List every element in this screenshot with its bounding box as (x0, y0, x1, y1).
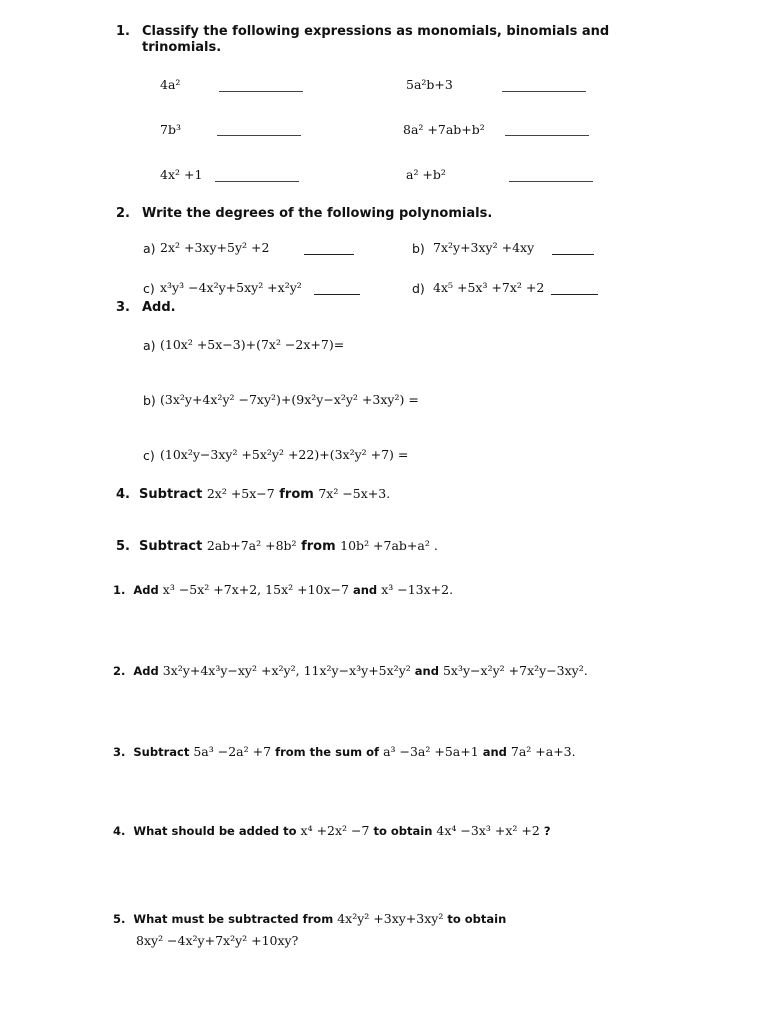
answer-blank-1c[interactable] (217, 135, 301, 136)
answer-blank-2b[interactable] (552, 254, 594, 255)
s2-question-2 (113, 663, 588, 678)
q2d-label: d) (412, 281, 425, 296)
question-4 (116, 486, 390, 502)
question-4-pre: Subtract (139, 487, 203, 502)
q3a-label: a) (143, 338, 156, 353)
s2-question-1 (113, 582, 453, 597)
s2-question-3-expr1: 5a³ −2a² +7 (193, 744, 272, 759)
question-4-expr1: 2x² +5x−7 (206, 486, 275, 501)
s2-question-2-pre: Add (133, 664, 159, 678)
answer-blank-1b[interactable] (502, 91, 586, 92)
s2-question-5-expr1: 4x²y² +3xy+3xy² (337, 911, 444, 926)
answer-blank-2d[interactable] (551, 294, 598, 295)
expr-1b: 5a²b+3 (406, 77, 453, 92)
expr-1d: 8a² +7ab+b² (403, 122, 485, 137)
question-4-mid: from (279, 487, 314, 502)
q2c-label: c) (143, 281, 155, 296)
s2-question-2-expr2: 11x²y−x³y+5x²y² (303, 663, 411, 678)
s2-question-3 (113, 744, 576, 759)
expr-1c: 7b³ (160, 122, 181, 137)
q3c-label: c) (143, 448, 155, 463)
question-5-mid: from (301, 539, 336, 554)
q3a-expr: (10x² +5x−3)+(7x² −2x+7)= (160, 337, 345, 352)
q2c-expr: x³y³ −4x²y+5xy² +x²y² (160, 280, 302, 295)
question-2-text: Write the degrees of the following polynomials. (142, 206, 493, 221)
question-1-text-line2: trinomials. (142, 40, 222, 55)
question-1-number: 1. (116, 24, 130, 39)
q3b-label: b) (143, 393, 156, 408)
question-4-expr2: 7x² −5x+3. (318, 486, 391, 501)
q2a-label: a) (143, 241, 156, 256)
question-5-pre: Subtract (139, 539, 203, 554)
question-5-number: 5. (116, 539, 130, 554)
q2b-label: b) (412, 241, 425, 256)
question-3-number: 3. (116, 300, 130, 315)
question-5-expr1: 2ab+7a² +8b² (206, 538, 297, 553)
answer-blank-2a[interactable] (304, 254, 354, 255)
q3b-expr: (3x²y+4x²y² −7xy²)+(9x²y−x²y² +3xy²) = (160, 392, 419, 407)
s2-question-4-expr2: 4x⁴ −3x³ +x² +2 (436, 823, 540, 838)
s2-question-4-expr1: x⁴ +2x² −7 (300, 823, 370, 838)
s2-question-1-expr2: 15x² +10x−7 (265, 582, 349, 597)
s2-question-4-mid: to obtain (373, 824, 433, 838)
q3c-expr: (10x²y−3xy² +5x²y² +22)+(3x²y² +7) = (160, 447, 409, 462)
s2-question-4-pre: What should be added to (133, 824, 297, 838)
s2-question-3-mid: from the sum of (275, 745, 380, 759)
answer-blank-1d[interactable] (505, 135, 589, 136)
s2-question-4-number: 4. (113, 824, 126, 838)
expr-1e: 4x² +1 (160, 167, 203, 182)
answer-blank-1e[interactable] (215, 181, 299, 182)
question-1-text: Classify the following expressions as monomials, binomials and (142, 24, 610, 39)
s2-question-5-number: 5. (113, 912, 126, 926)
s2-question-5-mid: to obtain (447, 912, 507, 926)
expr-1f: a² +b² (406, 167, 446, 182)
s2-question-3-expr2: a³ −3a² +5a+1 (383, 744, 479, 759)
s2-question-3-pre: Subtract (133, 745, 190, 759)
s2-question-5-pre: What must be subtracted from (133, 912, 334, 926)
expr-1a: 4a² (160, 77, 181, 92)
q2a-expr: 2x² +3xy+5y² +2 (160, 240, 270, 255)
s2-question-1-expr3: x³ −13x+2. (381, 582, 454, 597)
s2-question-2-number: 2. (113, 664, 126, 678)
s2-question-2-mid: and (414, 664, 439, 678)
question-2-number: 2. (116, 206, 130, 221)
question-5 (116, 538, 438, 554)
q2b-expr: 7x²y+3xy² +4xy (433, 240, 535, 255)
s2-question-1-pre: Add (133, 583, 159, 597)
q2d-expr: 4x⁵ +5x³ +7x² +2 (433, 280, 545, 295)
s2-question-1-expr1: x³ −5x² +7x+2, (162, 582, 262, 597)
s2-question-1-number: 1. (113, 583, 126, 597)
question-3-text: Add. (142, 300, 176, 315)
s2-question-5-line2: 8xy² −4x²y+7x²y² +10xy? (136, 933, 299, 948)
s2-question-3-and: and (482, 745, 507, 759)
s2-question-4 (113, 823, 550, 838)
question-5-expr2: 10b² +7ab+a² . (340, 538, 438, 553)
s2-question-2-expr3: 5x³y−x²y² +7x²y−3xy². (442, 663, 588, 678)
s2-question-2-expr1: 3x²y+4x³y−xy² +x²y², (162, 663, 300, 678)
s2-question-3-expr3: 7a² +a+3. (510, 744, 576, 759)
s2-question-1-mid: and (352, 583, 378, 597)
s2-question-5 (113, 911, 506, 926)
answer-blank-2c[interactable] (314, 294, 360, 295)
s2-question-4-end: ? (543, 824, 551, 838)
question-4-number: 4. (116, 487, 130, 502)
answer-blank-1a[interactable] (219, 91, 303, 92)
s2-question-3-number: 3. (113, 745, 126, 759)
answer-blank-1f[interactable] (509, 181, 593, 182)
